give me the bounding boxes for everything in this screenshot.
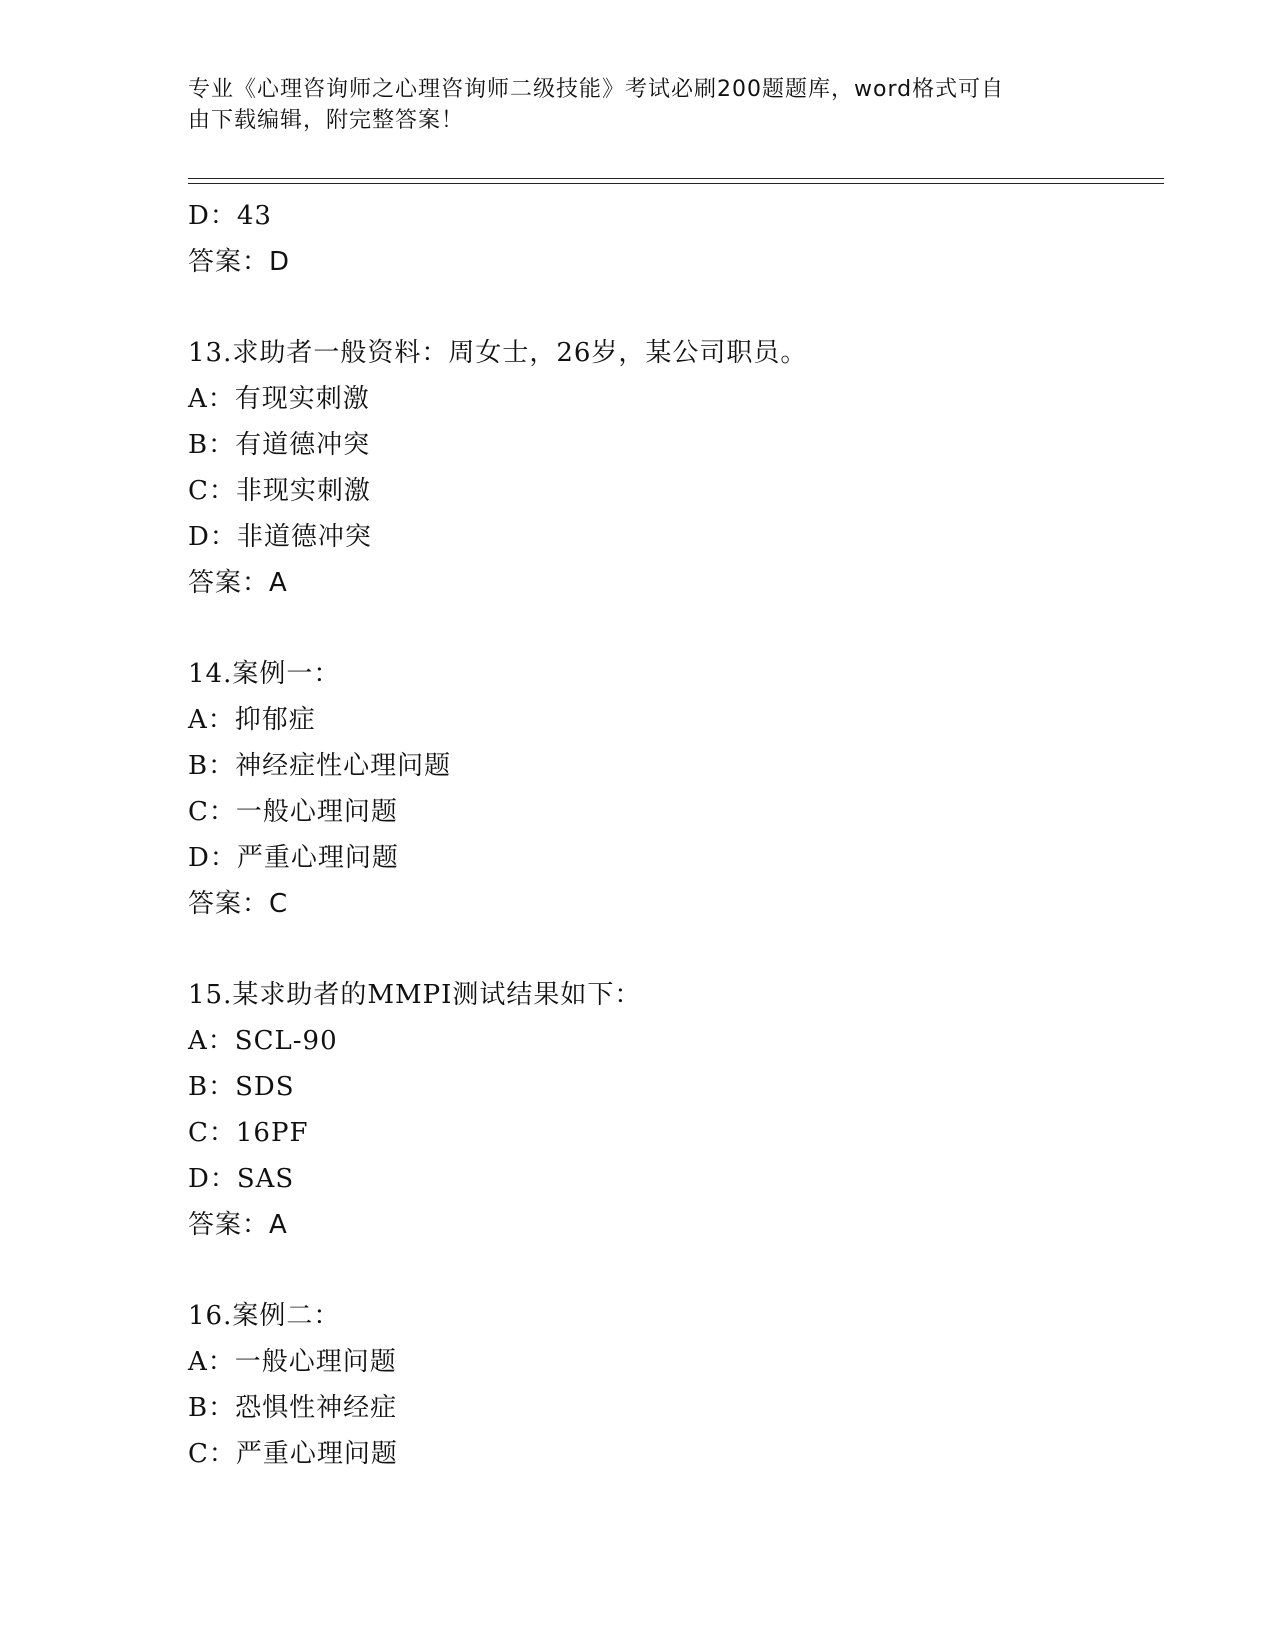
question-stem: 14.案例一： [188, 659, 341, 689]
question-15 [188, 972, 1164, 1248]
option-a: A：SCL-90 [188, 1026, 338, 1056]
spacer [188, 285, 1164, 330]
option-c: C：严重心理问题 [188, 1439, 398, 1469]
spacer [188, 606, 1164, 651]
option-c: C：16PF [188, 1118, 309, 1148]
option-a: A：抑郁症 [188, 705, 316, 735]
answer: 答案：A [188, 1210, 288, 1240]
header-line-2: 由下载编辑，附完整答案！ [188, 108, 465, 133]
option-d: D：严重心理问题 [188, 843, 399, 873]
option-c: C：一般心理问题 [188, 797, 398, 827]
answer: 答案：A [188, 568, 288, 598]
spacer [188, 1248, 1164, 1293]
spacer [188, 927, 1164, 972]
header-divider-bottom [188, 183, 1164, 184]
question-stem: 15.某求助者的MMPI测试结果如下： [188, 980, 642, 1010]
question-14 [188, 651, 1164, 927]
question-list [188, 193, 1164, 1477]
question-stem: 16.案例二： [188, 1301, 341, 1331]
option-d: D：SAS [188, 1164, 295, 1194]
question-13 [188, 330, 1164, 606]
option-a: A：有现实刺激 [188, 384, 370, 414]
header-divider-top [188, 178, 1164, 179]
header-line-1: 专业《心理咨询师之心理咨询师二级技能》考试必刷200题题库，word格式可自 [188, 77, 1005, 102]
option-b: B：恐惧性神经症 [188, 1393, 398, 1423]
answer: 答案：C [188, 889, 289, 919]
question-stem: 13.求助者一般资料：周女士，26岁，某公司职员。 [188, 338, 808, 368]
prev-question-answer: 答案：D [188, 247, 291, 277]
option-a: A：一般心理问题 [188, 1347, 397, 1377]
option-b: B：有道德冲突 [188, 430, 371, 460]
option-c: C：非现实刺激 [188, 476, 371, 506]
option-b: B：神经症性心理问题 [188, 751, 452, 781]
prev-question-option-d: D：43 [188, 201, 272, 231]
option-b: B：SDS [188, 1072, 295, 1102]
question-16 [188, 1293, 1164, 1477]
document-header [188, 74, 1088, 136]
option-d: D：非道德冲突 [188, 522, 372, 552]
